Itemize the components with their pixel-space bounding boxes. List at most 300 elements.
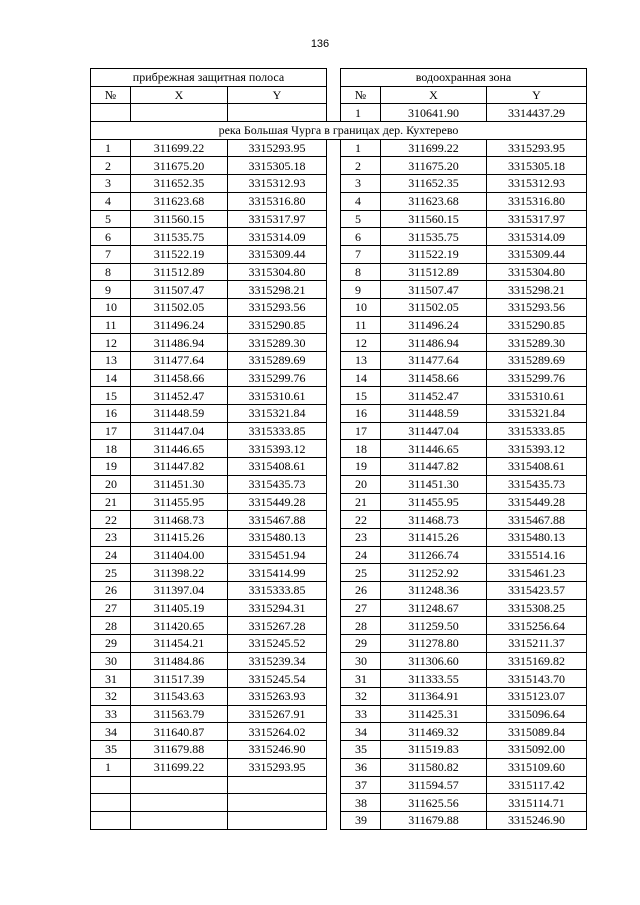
left-y-cell: 3315467.88	[228, 511, 327, 529]
right-y-cell: 3315393.12	[487, 440, 587, 458]
left-num-cell: 6	[91, 228, 131, 246]
left-empty-cell	[91, 811, 131, 829]
right-num-cell: 20	[341, 475, 381, 493]
right-x-cell: 311259.50	[381, 617, 487, 635]
left-y-cell: 3315299.76	[228, 369, 327, 387]
right-num-cell: 3	[341, 175, 381, 193]
left-y-cell: 3315267.91	[228, 705, 327, 723]
right-y-cell: 3315096.64	[487, 705, 587, 723]
right-num-cell: 31	[341, 670, 381, 688]
right-y-cell: 3315290.85	[487, 316, 587, 334]
left-num-cell: 24	[91, 546, 131, 564]
column-gap	[327, 564, 341, 582]
left-y-cell: 3315414.99	[228, 564, 327, 582]
left-x-cell: 311447.82	[131, 458, 228, 476]
left-y-cell: 3315264.02	[228, 723, 327, 741]
right-x-cell: 311364.91	[381, 688, 487, 706]
right-y-cell: 3315423.57	[487, 581, 587, 599]
right-x-cell: 311448.59	[381, 405, 487, 423]
right-y-cell: 3315109.60	[487, 758, 587, 776]
right-x-cell: 311452.47	[381, 387, 487, 405]
right-y-cell: 3315309.44	[487, 245, 587, 263]
right-num-cell: 27	[341, 599, 381, 617]
left-num-cell: 33	[91, 705, 131, 723]
table-row	[91, 139, 587, 157]
right-num-cell: 38	[341, 794, 381, 812]
right-y-cell: 3315461.23	[487, 564, 587, 582]
right-x-cell: 311625.56	[381, 794, 487, 812]
right-y-cell: 3315293.95	[487, 139, 587, 157]
right-num-cell: 24	[341, 546, 381, 564]
left-num-cell: 5	[91, 210, 131, 228]
table-row	[91, 741, 587, 759]
right-num-cell: 34	[341, 723, 381, 741]
column-gap	[327, 670, 341, 688]
left-num-cell: 16	[91, 405, 131, 423]
left-x-cell: 311451.30	[131, 475, 228, 493]
right-y-cell: 3315304.80	[487, 263, 587, 281]
left-x-cell: 311699.22	[131, 139, 228, 157]
column-gap	[327, 652, 341, 670]
table-row	[91, 493, 587, 511]
table-row	[91, 528, 587, 546]
table-row	[91, 175, 587, 193]
left-num-cell: 12	[91, 334, 131, 352]
left-y-cell: 3315435.73	[228, 475, 327, 493]
right-y-cell: 3315333.85	[487, 422, 587, 440]
left-num-cell: 29	[91, 635, 131, 653]
left-x-cell: 311675.20	[131, 157, 228, 175]
left-num-cell: 10	[91, 298, 131, 316]
left-y-cell: 3315321.84	[228, 405, 327, 423]
right-y-cell: 3315293.56	[487, 298, 587, 316]
left-x-cell: 311405.19	[131, 599, 228, 617]
table-row	[91, 369, 587, 387]
right-num-cell: 4	[341, 192, 381, 210]
left-y-cell: 3315310.61	[228, 387, 327, 405]
right-num-cell: 39	[341, 811, 381, 829]
right-y-cell: 3315114.71	[487, 794, 587, 812]
left-num-cell: 30	[91, 652, 131, 670]
table-row	[91, 228, 587, 246]
left-num-cell: 19	[91, 458, 131, 476]
table-row	[91, 387, 587, 405]
right-x-cell: 311507.47	[381, 281, 487, 299]
left-num-cell: 15	[91, 387, 131, 405]
left-y-header: Y	[228, 86, 327, 104]
right-num-cell: 22	[341, 511, 381, 529]
left-x-cell: 311560.15	[131, 210, 228, 228]
right-num-cell: 30	[341, 652, 381, 670]
river-section-title: река Большая Чурга в границах дер. Кухтерево	[91, 122, 587, 140]
left-num-cell: 4	[91, 192, 131, 210]
left-x-cell: 311486.94	[131, 334, 228, 352]
column-gap	[327, 334, 341, 352]
column-gap	[327, 352, 341, 370]
column-gap	[327, 794, 341, 812]
right-y-cell: 3315256.64	[487, 617, 587, 635]
left-y-cell: 3315294.31	[228, 599, 327, 617]
right-x-cell: 311306.60	[381, 652, 487, 670]
right-y-cell: 3315169.82	[487, 652, 587, 670]
left-x-cell: 311398.22	[131, 564, 228, 582]
left-y-cell: 3315267.28	[228, 617, 327, 635]
right-num-cell: 18	[341, 440, 381, 458]
table-row	[91, 104, 587, 122]
right-x-cell: 311675.20	[381, 157, 487, 175]
table-row	[91, 298, 587, 316]
table-row	[91, 458, 587, 476]
right-num-cell: 23	[341, 528, 381, 546]
column-gap	[327, 776, 341, 794]
left-num-cell: 13	[91, 352, 131, 370]
table-row	[91, 617, 587, 635]
right-y-cell: 3315089.84	[487, 723, 587, 741]
left-empty-cell	[131, 776, 228, 794]
right-x-cell: 311580.82	[381, 758, 487, 776]
column-gap	[327, 157, 341, 175]
table-header-row	[91, 69, 587, 87]
right-x-cell: 311447.04	[381, 422, 487, 440]
right-num-cell: 35	[341, 741, 381, 759]
right-x-cell: 311455.95	[381, 493, 487, 511]
right-x-header: X	[381, 86, 487, 104]
right-y-cell: 3315298.21	[487, 281, 587, 299]
left-num-cell: 25	[91, 564, 131, 582]
right-num-cell: 33	[341, 705, 381, 723]
left-x-cell: 311507.47	[131, 281, 228, 299]
table-row	[91, 281, 587, 299]
right-y-cell: 3315314.09	[487, 228, 587, 246]
left-empty-cell	[228, 811, 327, 829]
right-x-cell: 311425.31	[381, 705, 487, 723]
left-y-cell: 3315245.54	[228, 670, 327, 688]
right-x-cell: 311278.80	[381, 635, 487, 653]
left-x-cell: 311543.63	[131, 688, 228, 706]
right-y-cell: 3315211.37	[487, 635, 587, 653]
left-x-header: X	[131, 86, 228, 104]
left-num-cell: 20	[91, 475, 131, 493]
right-num-cell: 25	[341, 564, 381, 582]
right-x-cell: 311266.74	[381, 546, 487, 564]
column-gap	[327, 139, 341, 157]
right-x-cell: 311248.36	[381, 581, 487, 599]
right-y-header: Y	[487, 86, 587, 104]
right-y-cell: 3315289.30	[487, 334, 587, 352]
right-x-cell: 311519.83	[381, 741, 487, 759]
left-y-cell: 3315289.69	[228, 352, 327, 370]
column-gap	[327, 758, 341, 776]
left-empty-cell	[91, 776, 131, 794]
right-num-cell: 15	[341, 387, 381, 405]
left-empty-cell	[228, 104, 327, 122]
right-num-cell: 19	[341, 458, 381, 476]
table-row	[91, 352, 587, 370]
column-gap	[327, 475, 341, 493]
left-num-cell: 14	[91, 369, 131, 387]
table-row	[91, 440, 587, 458]
column-gap	[327, 546, 341, 564]
left-x-cell: 311446.65	[131, 440, 228, 458]
table-row	[91, 705, 587, 723]
table-row	[91, 776, 587, 794]
right-num-cell: 10	[341, 298, 381, 316]
column-gap	[327, 245, 341, 263]
left-num-cell: 22	[91, 511, 131, 529]
table-row	[91, 670, 587, 688]
right-y-cell: 3314437.29	[487, 104, 587, 122]
left-y-cell: 3315304.80	[228, 263, 327, 281]
column-gap	[327, 298, 341, 316]
right-num-cell: 26	[341, 581, 381, 599]
right-x-cell: 311333.55	[381, 670, 487, 688]
right-x-cell: 311447.82	[381, 458, 487, 476]
left-x-cell: 311452.47	[131, 387, 228, 405]
table-row	[91, 599, 587, 617]
left-y-cell: 3315293.56	[228, 298, 327, 316]
left-y-cell: 3315298.21	[228, 281, 327, 299]
left-y-cell: 3315312.93	[228, 175, 327, 193]
table-row	[91, 422, 587, 440]
right-num-cell: 36	[341, 758, 381, 776]
left-x-cell: 311679.88	[131, 741, 228, 759]
left-y-cell: 3315480.13	[228, 528, 327, 546]
right-num-cell: 8	[341, 263, 381, 281]
column-gap	[327, 581, 341, 599]
left-num-cell: 1	[91, 758, 131, 776]
right-x-cell: 311699.22	[381, 139, 487, 157]
left-section-title: прибрежная защитная полоса	[91, 69, 327, 87]
right-y-cell: 3315514.16	[487, 546, 587, 564]
right-x-cell: 311415.26	[381, 528, 487, 546]
right-x-cell: 311560.15	[381, 210, 487, 228]
right-num-cell: 2	[341, 157, 381, 175]
left-x-cell: 311458.66	[131, 369, 228, 387]
right-num-cell: 6	[341, 228, 381, 246]
left-x-cell: 311563.79	[131, 705, 228, 723]
right-y-cell: 3315321.84	[487, 405, 587, 423]
left-num-cell: 35	[91, 741, 131, 759]
right-x-cell: 311594.57	[381, 776, 487, 794]
left-num-cell: 7	[91, 245, 131, 263]
right-x-cell: 311502.05	[381, 298, 487, 316]
right-num-cell: 28	[341, 617, 381, 635]
left-num-cell: 18	[91, 440, 131, 458]
page-number: 136	[310, 38, 330, 50]
left-x-cell: 311404.00	[131, 546, 228, 564]
right-x-cell: 311522.19	[381, 245, 487, 263]
right-num-cell: 29	[341, 635, 381, 653]
table-row	[91, 652, 587, 670]
left-x-cell: 311468.73	[131, 511, 228, 529]
left-y-cell: 3315293.95	[228, 139, 327, 157]
table-row	[91, 688, 587, 706]
column-gap	[327, 210, 341, 228]
left-x-cell: 311699.22	[131, 758, 228, 776]
left-x-cell: 311517.39	[131, 670, 228, 688]
right-x-cell: 311468.73	[381, 511, 487, 529]
right-y-cell: 3315117.42	[487, 776, 587, 794]
column-gap	[327, 192, 341, 210]
right-x-cell: 311512.89	[381, 263, 487, 281]
right-num-cell: 7	[341, 245, 381, 263]
left-num-header: №	[91, 86, 131, 104]
left-y-cell: 3315290.85	[228, 316, 327, 334]
column-gap	[327, 175, 341, 193]
table-row	[91, 157, 587, 175]
right-x-cell: 311252.92	[381, 564, 487, 582]
table-row	[91, 210, 587, 228]
left-y-cell: 3315314.09	[228, 228, 327, 246]
coordinates-table-body	[91, 69, 587, 830]
column-gap	[327, 422, 341, 440]
column-gap	[327, 316, 341, 334]
table-row	[91, 758, 587, 776]
column-gap	[327, 723, 341, 741]
right-section-title: водоохранная зона	[341, 69, 587, 87]
right-y-cell: 3315408.61	[487, 458, 587, 476]
table-row	[91, 334, 587, 352]
left-empty-cell	[131, 811, 228, 829]
right-num-cell: 17	[341, 422, 381, 440]
right-num-header: №	[341, 86, 381, 104]
column-gap	[327, 228, 341, 246]
left-x-cell: 311502.05	[131, 298, 228, 316]
column-gap	[327, 263, 341, 281]
table-row	[91, 263, 587, 281]
left-x-cell: 311454.21	[131, 635, 228, 653]
column-gap	[327, 458, 341, 476]
right-x-cell: 311458.66	[381, 369, 487, 387]
right-y-cell: 3315289.69	[487, 352, 587, 370]
left-x-cell: 311623.68	[131, 192, 228, 210]
right-y-cell: 3315308.25	[487, 599, 587, 617]
left-num-cell: 21	[91, 493, 131, 511]
left-y-cell: 3315246.90	[228, 741, 327, 759]
table-row	[91, 794, 587, 812]
right-y-cell: 3315449.28	[487, 493, 587, 511]
right-num-cell: 12	[341, 334, 381, 352]
right-y-cell: 3315310.61	[487, 387, 587, 405]
right-num-cell: 14	[341, 369, 381, 387]
left-empty-cell	[228, 776, 327, 794]
right-x-cell: 311652.35	[381, 175, 487, 193]
table-row	[91, 811, 587, 829]
table-row	[91, 475, 587, 493]
left-num-cell: 8	[91, 263, 131, 281]
left-y-cell: 3315239.34	[228, 652, 327, 670]
left-x-cell: 311535.75	[131, 228, 228, 246]
left-num-cell: 27	[91, 599, 131, 617]
right-x-cell: 311477.64	[381, 352, 487, 370]
left-num-cell: 31	[91, 670, 131, 688]
right-num-cell: 21	[341, 493, 381, 511]
left-empty-cell	[91, 104, 131, 122]
table-row	[91, 635, 587, 653]
left-x-cell: 311522.19	[131, 245, 228, 263]
column-gap	[327, 387, 341, 405]
column-gap	[327, 493, 341, 511]
left-y-cell: 3315305.18	[228, 157, 327, 175]
column-gap	[327, 617, 341, 635]
right-num-cell: 9	[341, 281, 381, 299]
right-y-cell: 3315312.93	[487, 175, 587, 193]
right-x-cell: 311623.68	[381, 192, 487, 210]
right-y-cell: 3315143.70	[487, 670, 587, 688]
left-y-cell: 3315309.44	[228, 245, 327, 263]
table-row	[91, 564, 587, 582]
right-y-cell: 3315092.00	[487, 741, 587, 759]
section-title-row	[91, 122, 587, 140]
right-num-cell: 37	[341, 776, 381, 794]
table-row	[91, 192, 587, 210]
right-y-cell: 3315480.13	[487, 528, 587, 546]
right-y-cell: 3315305.18	[487, 157, 587, 175]
left-y-cell: 3315451.94	[228, 546, 327, 564]
right-x-cell: 311535.75	[381, 228, 487, 246]
left-num-cell: 3	[91, 175, 131, 193]
left-empty-cell	[91, 794, 131, 812]
left-x-cell: 311415.26	[131, 528, 228, 546]
column-gap	[327, 440, 341, 458]
left-y-cell: 3315333.85	[228, 581, 327, 599]
left-x-cell: 311640.87	[131, 723, 228, 741]
column-gap	[327, 511, 341, 529]
left-num-cell: 28	[91, 617, 131, 635]
right-x-cell: 311496.24	[381, 316, 487, 334]
left-empty-cell	[131, 104, 228, 122]
left-empty-cell	[228, 794, 327, 812]
right-y-cell: 3315467.88	[487, 511, 587, 529]
left-y-cell: 3315317.97	[228, 210, 327, 228]
column-gap	[327, 405, 341, 423]
left-x-cell: 311652.35	[131, 175, 228, 193]
left-x-cell: 311420.65	[131, 617, 228, 635]
table-row	[91, 723, 587, 741]
column-gap	[327, 104, 341, 122]
right-x-cell: 311446.65	[381, 440, 487, 458]
right-num-cell: 16	[341, 405, 381, 423]
column-gap	[327, 599, 341, 617]
left-y-cell: 3315263.93	[228, 688, 327, 706]
left-y-cell: 3315293.95	[228, 758, 327, 776]
left-num-cell: 32	[91, 688, 131, 706]
column-gap	[327, 69, 341, 87]
left-empty-cell	[131, 794, 228, 812]
right-num-cell: 11	[341, 316, 381, 334]
table-row	[91, 511, 587, 529]
left-num-cell: 2	[91, 157, 131, 175]
table-row	[91, 405, 587, 423]
left-num-cell: 17	[91, 422, 131, 440]
left-x-cell: 311484.86	[131, 652, 228, 670]
right-num-cell: 13	[341, 352, 381, 370]
column-gap	[327, 741, 341, 759]
table-row	[91, 316, 587, 334]
right-y-cell: 3315246.90	[487, 811, 587, 829]
right-x-cell: 311486.94	[381, 334, 487, 352]
left-x-cell: 311397.04	[131, 581, 228, 599]
left-y-cell: 3315289.30	[228, 334, 327, 352]
left-x-cell: 311455.95	[131, 493, 228, 511]
right-x-cell: 311469.32	[381, 723, 487, 741]
right-y-cell: 3315299.76	[487, 369, 587, 387]
column-gap	[327, 688, 341, 706]
right-num-cell: 5	[341, 210, 381, 228]
column-header-row	[91, 86, 587, 104]
column-gap	[327, 705, 341, 723]
left-y-cell: 3315316.80	[228, 192, 327, 210]
